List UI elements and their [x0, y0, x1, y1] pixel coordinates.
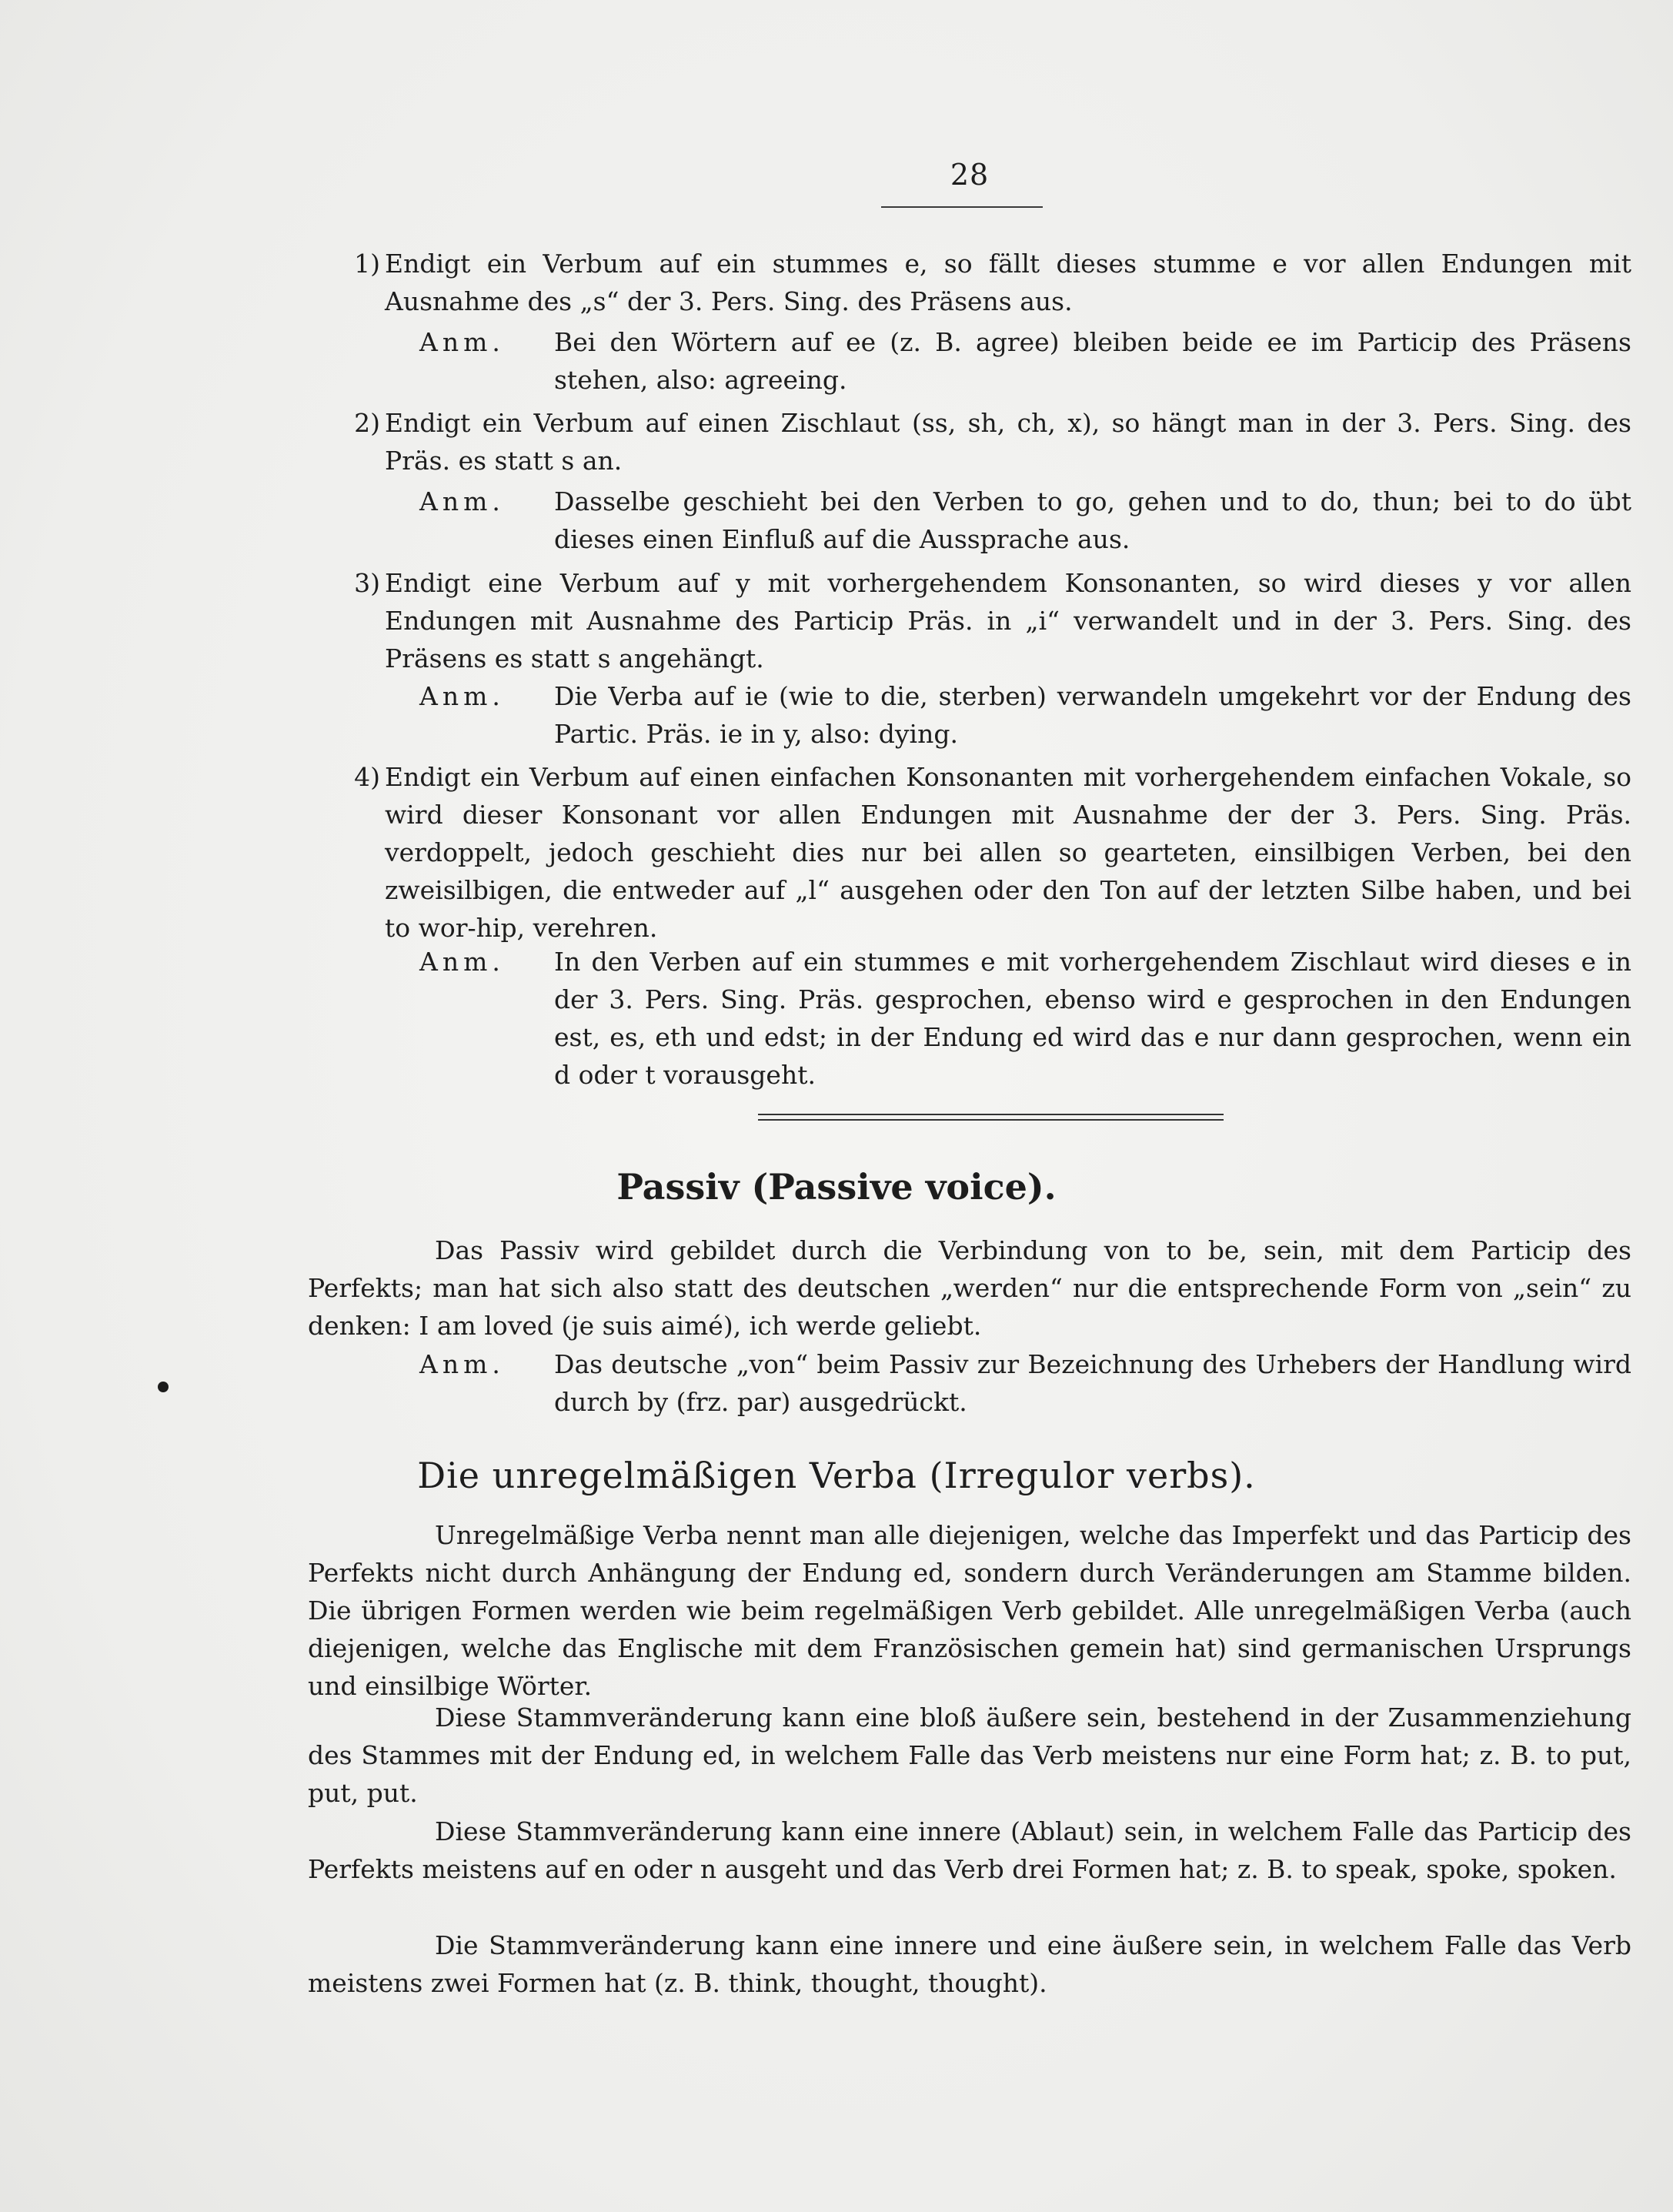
rule-number: 3) [354, 568, 380, 598]
rule-text: Endigt ein Verbum auf ein stummes e, so fällt dieses stumme e vor allen Endungen mit Ausnahme des „s“ der 3. Pers. Sing. des Präsens aus. [385, 249, 1631, 316]
note-label: Anm. [419, 947, 505, 977]
rule-number: 4) [354, 762, 380, 792]
rule-note [419, 677, 1631, 753]
note-label: Anm. [419, 681, 505, 711]
irregular-paragraph: Unregelmäßige Verba nennt man alle diejenigen, welche das Imperfekt und das Particip des Perfekts nicht durch Anhängung der Endung ed, sondern durch Veränderungen am Stamme bilden. Die übrigen Formen werden wie beim regelmäßigen Verb gebildet. Alle unregelmäßigen Verba (auch diejenigen, welche das Englische mit dem Französischen gemein hat) sind germanischen Ursprungs und einsilbige Wörter. [308, 1520, 1631, 1701]
irregular-paragraph: Diese Stammveränderung kann eine innere (Ablaut) sein, in welchem Falle das Particip des Perfekts meistens auf en oder n ausgeht und das Verb drei Formen hat; z. B. to speak, spoke, spoken. [308, 1816, 1631, 1884]
passive-paragraph: Das Passiv wird gebildet durch die Verbindung von to be, sein, mit dem Particip des Perfekts; man hat sich also statt des deutschen „werden“ nur die entsprechende Form von „sein“ zu denken: I am loved (je suis aimé), ich werde geliebt. [308, 1235, 1631, 1341]
note-text: In den Verben auf ein stummes e mit vorhergehendem Zischlaut wird dieses e in der 3. Pers. Sing. Präs. gesprochen, ebenso wird e gesprochen in den Endungen est, es, eth und edst; in der Endung ed wird das e nur dann gesprochen, wenn ein d oder t vorausgeht. [554, 947, 1631, 1090]
section-heading-passive: Passiv (Passive voice). [616, 1166, 1057, 1208]
rule-number: 1) [354, 249, 380, 279]
irregular-paragraph: Diese Stammveränderung kann eine bloß äußere sein, bestehend in der Zusammenziehung des Stammes mit der Endung ed, in welchem Falle das Verb meistens nur eine Form hat; z. B. to put, put, put. [308, 1702, 1631, 1808]
page-number: 28 [950, 158, 990, 192]
note-text: Die Verba auf ie (wie to die, sterben) verwandeln umgekehrt vor der Endung des Partic. Präs. ie in y, also: dying. [554, 681, 1631, 749]
rule-note [419, 483, 1631, 558]
irregular-paragraph: Die Stammveränderung kann eine innere und eine äußere sein, in welchem Falle das Verb meistens zwei Formen hat (z. B. think, thought, thought). [308, 1930, 1631, 1998]
section-heading-irregular: Die unregelmäßigen Verba (Irregulor verbs). [417, 1455, 1256, 1496]
section-divider [758, 1114, 1224, 1121]
rule-number: 2) [354, 408, 380, 438]
rule-note [419, 943, 1631, 1094]
note-text: Das deutsche „von“ beim Passiv zur Bezeichnung des Urhebers der Handlung wird durch by (frz. par) ausgedrückt. [554, 1349, 1631, 1417]
note-label: Anm. [419, 327, 505, 357]
rule-text: Endigt ein Verbum auf einen einfachen Konsonanten mit vorhergehendem einfachen Vokale, so wird dieser Konsonant vor allen Endungen mit Ausnahme der der 3. Pers. Sing. Präs. verdoppelt, jedoch geschieht dies nur bei allen so gearteten, einsilbigen Verben, bei den zweisilbigen, die entweder auf „l“ ausgehen oder den Ton auf der letzten Silbe haben, und bei to wor-hip, verehren. [385, 762, 1631, 943]
rule-text: Endigt eine Verbum auf y mit vorhergehendem Konsonanten, so wird dieses y vor allen Endungen mit Ausnahme des Particip Präs. in „i“ verwandelt und in der 3. Pers. Sing. des Präsens es statt s angehängt. [385, 568, 1631, 673]
rule-note [419, 323, 1631, 399]
note-label: Anm. [419, 1349, 505, 1379]
rule-text: Endigt ein Verbum auf einen Zischlaut (ss, sh, ch, x), so hängt man in der 3. Pers. Sing. des Präs. es statt s an. [385, 408, 1631, 476]
note-text: Bei den Wörtern auf ee (z. B. agree) bleiben beide ee im Particip des Präsens stehen, also: agreeing. [554, 327, 1631, 395]
note-label: Anm. [419, 486, 505, 516]
header-rule [881, 206, 1043, 208]
note-text: Dasselbe geschieht bei den Verben to go, gehen und to do, thun; bei to do übt dieses einen Einfluß auf die Aussprache aus. [554, 486, 1631, 554]
margin-dot [158, 1382, 169, 1392]
passive-note [419, 1345, 1631, 1421]
